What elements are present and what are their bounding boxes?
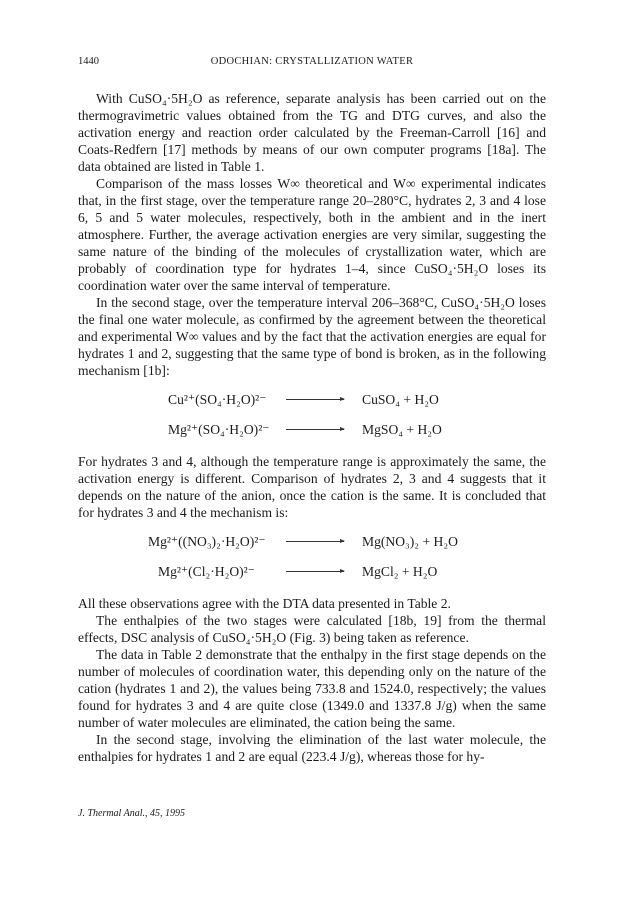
running-head: ODOCHIAN: CRYSTALLIZATION WATER <box>210 56 414 67</box>
equation-4-reactant: Mg²⁺(Cl₂·H₂O)²⁻ <box>158 564 255 579</box>
equation-3-reactant: Mg²⁺((NO₃)₂·H₂O)²⁻ <box>148 534 266 549</box>
page-number: 1440 <box>78 56 99 67</box>
equation-1-reactant: Cu²⁺(SO₄·H₂O)²⁻ <box>168 392 267 407</box>
journal-citation: J. Thermal Anal., 45, 1995 <box>78 808 186 819</box>
paragraph-2: Comparison of the mass losses W∞ theoretical and W∞ experimental indicates that, in the first stage, over the temperature range 20–280°C, hydrates 2, 3 and 4 lose 6, 5 and 5 water molecules, respectively, both in the ambient and in the inert atmosphere. Further, the average activation energies are very similar, suggesting the same nature of the binding of the molecules of crystallization water, which are probably of coordination type for hydrates 1–4, since CuSO₄·5H₂O loses its coordination water over the same interval of temperature. <box>78 176 546 293</box>
reaction-arrow-icon <box>286 571 344 572</box>
equation-3 <box>78 527 546 557</box>
paragraph-7: The data in Table 2 demonstrate that the enthalpy in the first stage depends on the number of molecules of coordination water, this depending only on the nature of the cation (hydrates 1 and 2), the values being 733.8 and 1524.0, respectively; the values found for hydrates 3 and 4 are quite close (1349.0 and 1337.8 J/g) when the same number of water molecules are eliminated, the cation being the same. <box>78 647 546 730</box>
reaction-arrow-icon <box>286 399 344 400</box>
equation-2 <box>78 415 546 445</box>
reaction-arrow-icon <box>286 541 344 542</box>
paragraph-3: In the second stage, over the temperature interval 206–368°C, CuSO₄·5H₂O loses the final one water molecule, as confirmed by the agreement between the theoretical and experimental W∞ values and by the fact that the activation energies are equal for hydrates 1 and 2, suggesting that the same type of bond is broken, as in the following mechanism [1b]: <box>78 295 546 378</box>
equation-3-product: Mg(NO₃)₂ + H₂O <box>362 534 458 549</box>
article-body <box>78 90 546 765</box>
paragraph-5: All these observations agree with the DTA data presented in Table 2. <box>78 596 451 611</box>
equation-2-product: MgSO₄ + H₂O <box>362 422 442 437</box>
equation-4-product: MgCl₂ + H₂O <box>362 564 438 579</box>
page-header <box>78 56 546 70</box>
equation-block-2 <box>78 527 546 587</box>
paragraph-6: The enthalpies of the two stages were calculated [18b, 19] from the thermal effects, DSC analysis of CuSO₄·5H₂O (Fig. 3) being taken as reference. <box>78 613 546 645</box>
paragraph-8: In the second stage, involving the elimination of the last water molecule, the enthalpies for hydrates 1 and 2 are equal (223.4 J/g), whereas those for hy- <box>78 732 546 764</box>
reaction-arrow-icon <box>286 429 344 430</box>
equation-1 <box>78 385 546 415</box>
equation-block-1 <box>78 385 546 445</box>
equation-2-reactant: Mg²⁺(SO₄·H₂O)²⁻ <box>168 422 270 437</box>
equation-4 <box>78 557 546 587</box>
equation-1-product: CuSO₄ + H₂O <box>362 392 439 407</box>
paragraph-1: With CuSO₄·5H₂O as reference, separate analysis has been carried out on the thermogravimetric values obtained from the TG and DTG curves, and also the activation energy and reaction order calculated by the Freeman-Carroll [16] and Coats-Redfern [17] methods by means of our own computer programs [18a]. The data obtained are listed in Table 1. <box>78 91 546 174</box>
paragraph-4: For hydrates 3 and 4, although the temperature range is approximately the same, the activation energy is different. Comparison of hydrates 2, 3 and 4 suggests that it depends on the nature of the anion, once the cation is the same. It is concluded that for hydrates 3 and 4 the mechanism is: <box>78 454 546 520</box>
